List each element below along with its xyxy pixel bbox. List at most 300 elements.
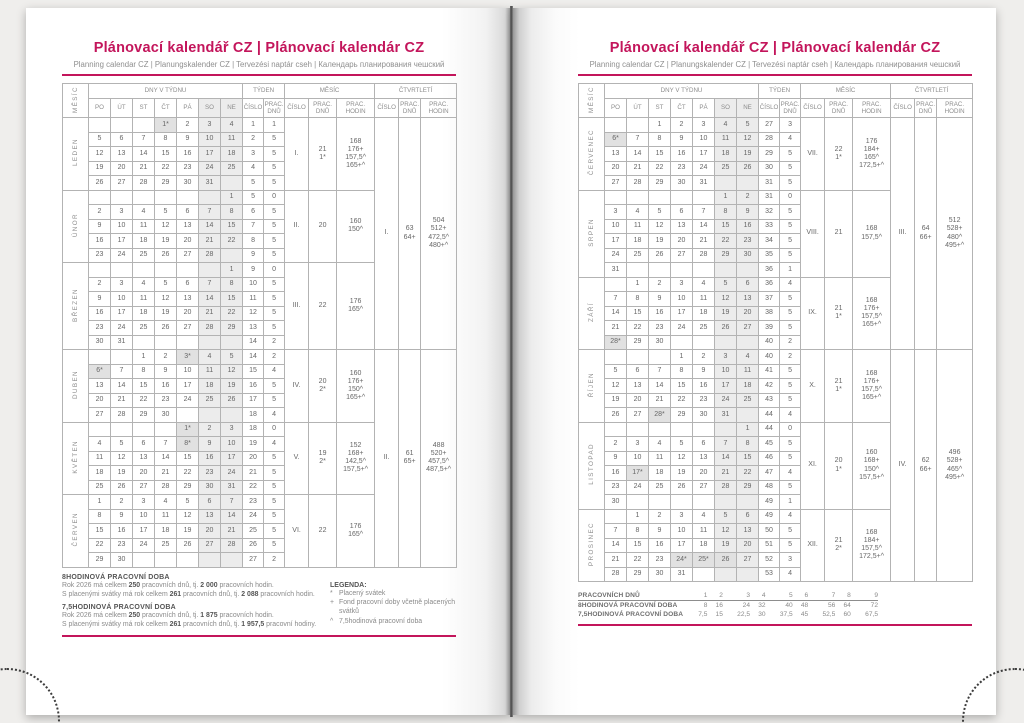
- day-cell: 10: [177, 364, 199, 379]
- day-cell: 11: [199, 364, 221, 379]
- day-cell: 10: [693, 132, 715, 147]
- day-cell: 21: [605, 553, 627, 568]
- day-cell: 24: [111, 321, 133, 336]
- day-cell: 20: [627, 393, 649, 408]
- day-cell: 15: [89, 524, 111, 539]
- legend-item: [330, 618, 456, 627]
- day-cell: [133, 422, 155, 437]
- day-cell: 26: [177, 538, 199, 553]
- week-number-cell: 35: [759, 248, 780, 263]
- week-number-cell: 29: [759, 147, 780, 162]
- header-month-column: MĚSÍC: [579, 84, 605, 118]
- day-cell: 3: [671, 277, 693, 292]
- day-cell: [155, 190, 177, 205]
- day-cell: [737, 176, 759, 191]
- hours-value-cell: 7: [808, 591, 835, 601]
- day-cell: 13: [605, 147, 627, 162]
- week-workdays-cell: 0: [780, 190, 801, 205]
- week-workdays-cell: 5: [264, 161, 285, 176]
- day-cell: 25: [693, 321, 715, 336]
- week-workdays-cell: 2: [780, 335, 801, 350]
- block-line: S placenými svátky má rok celkem 261 pracovních dnů, tj. 1 957,5 pracovní hodiny.: [62, 621, 317, 629]
- hours-summary-table: [578, 591, 878, 619]
- week-number-cell: 40: [759, 350, 780, 365]
- day-cell: 14: [605, 538, 627, 553]
- day-cell: [693, 335, 715, 350]
- hours-value-cell: 6: [793, 591, 809, 601]
- day-cell: 27: [627, 408, 649, 423]
- header-day-pá: PÁ: [693, 99, 715, 118]
- day-cell: 17: [111, 234, 133, 249]
- week-number-cell: 20: [243, 451, 264, 466]
- month-hours-cell: 168 176+ 157,5^ 165+^: [853, 350, 891, 423]
- day-cell: 12: [177, 509, 199, 524]
- week-workdays-cell: 5: [264, 379, 285, 394]
- day-cell: 18: [221, 147, 243, 162]
- day-cell: 2: [605, 437, 627, 452]
- header-group-week_group: TÝDEN: [243, 84, 285, 99]
- week-number-cell: 34: [759, 234, 780, 249]
- day-cell: [671, 190, 693, 205]
- day-cell: 27: [111, 176, 133, 191]
- day-cell: 23: [111, 538, 133, 553]
- day-cell: [715, 495, 737, 510]
- day-cell: 3: [693, 118, 715, 133]
- hours-value-cell: 5: [766, 591, 793, 601]
- day-cell: 30: [693, 408, 715, 423]
- day-cell: 25: [737, 393, 759, 408]
- day-cell: 25: [199, 393, 221, 408]
- day-cell: 19: [605, 393, 627, 408]
- day-cell: [693, 422, 715, 437]
- day-cell: 29: [737, 480, 759, 495]
- day-cell: 7: [221, 495, 243, 510]
- day-cell: 4: [133, 277, 155, 292]
- day-cell: 26: [111, 480, 133, 495]
- week-number-cell: 8: [243, 234, 264, 249]
- day-cell: 1: [89, 495, 111, 510]
- day-cell: 18: [693, 306, 715, 321]
- day-cell: 12: [649, 219, 671, 234]
- day-cell: 8: [715, 205, 737, 220]
- page-subtitle: Planning calendar CZ | Planungskalender CZ | Tervezési naptár cseh | Календарь планирования чешский: [73, 60, 445, 69]
- day-cell: 2: [155, 350, 177, 365]
- month-name-cell: ÚNOR: [63, 190, 89, 263]
- month-roman-cell: VII.: [801, 118, 825, 191]
- day-cell: 11: [133, 219, 155, 234]
- day-cell: 24: [671, 321, 693, 336]
- day-cell: 25*: [693, 553, 715, 568]
- week-workdays-cell: 5: [780, 161, 801, 176]
- week-workdays-cell: 5: [264, 538, 285, 553]
- week-workdays-cell: 1: [264, 118, 285, 133]
- week-workdays-cell: 5: [264, 292, 285, 307]
- calendar-table: [62, 83, 457, 568]
- day-cell: 11: [221, 132, 243, 147]
- day-cell: 27: [89, 408, 111, 423]
- day-cell: 12: [605, 379, 627, 394]
- day-cell: 5: [177, 495, 199, 510]
- day-cell: 27: [737, 553, 759, 568]
- week-workdays-cell: 5: [780, 437, 801, 452]
- day-cell: 4: [133, 205, 155, 220]
- day-cell: 23: [649, 553, 671, 568]
- day-cell: [111, 422, 133, 437]
- quarter-roman-cell: I.: [375, 118, 399, 350]
- hours-value-cell: 9: [851, 591, 878, 601]
- week-row: [63, 350, 457, 365]
- day-cell: 22: [671, 393, 693, 408]
- day-cell: 3: [111, 277, 133, 292]
- day-cell: [133, 263, 155, 278]
- header-month-column: MĚSÍC: [63, 84, 89, 118]
- week-number-cell: 6: [243, 205, 264, 220]
- legend-symbol: ^: [330, 618, 334, 626]
- day-cell: 12: [155, 219, 177, 234]
- day-cell: 30: [177, 176, 199, 191]
- day-cell: 20: [199, 524, 221, 539]
- hours-value-cell: 4: [750, 591, 766, 601]
- page-right: [512, 8, 996, 715]
- day-cell: 1: [649, 118, 671, 133]
- day-cell: 20: [177, 306, 199, 321]
- day-cell: 21: [715, 466, 737, 481]
- day-cell: 16: [89, 306, 111, 321]
- header-subcol: PRAC. DNŮ: [399, 99, 421, 118]
- day-cell: 21: [605, 321, 627, 336]
- day-cell: [693, 495, 715, 510]
- day-cell: 5: [605, 364, 627, 379]
- month-hours-cell: 168 184+ 157,5^ 172,5+^: [853, 509, 891, 582]
- day-cell: 23: [649, 321, 671, 336]
- week-number-cell: 53: [759, 567, 780, 582]
- day-cell: 23: [737, 234, 759, 249]
- day-cell: 24: [177, 393, 199, 408]
- week-workdays-cell: 5: [264, 219, 285, 234]
- page-subtitle: Planning calendar CZ | Planungskalender CZ | Tervezési naptár cseh | Календарь планирования чешский: [589, 60, 961, 69]
- day-cell: 25: [133, 248, 155, 263]
- week-workdays-cell: 5: [264, 234, 285, 249]
- day-cell: 17*: [627, 466, 649, 481]
- month-workdays-cell: 22: [309, 495, 337, 568]
- day-cell: 15: [737, 451, 759, 466]
- week-number-cell: 45: [759, 437, 780, 452]
- hours-value-cell: 56: [827, 602, 836, 609]
- page-title: Plánovací kalendář CZ | Plánovací kalendár CZ: [93, 40, 425, 56]
- day-cell: 27: [671, 248, 693, 263]
- day-cell: [627, 495, 649, 510]
- hours-value-cell: 40: [785, 602, 793, 609]
- day-cell: 21: [627, 161, 649, 176]
- week-workdays-cell: 5: [264, 306, 285, 321]
- day-cell: 28: [155, 480, 177, 495]
- day-cell: 18: [737, 379, 759, 394]
- day-cell: 26: [605, 408, 627, 423]
- day-cell: 23: [671, 161, 693, 176]
- day-cell: 7: [605, 524, 627, 539]
- day-cell: 30: [605, 495, 627, 510]
- day-cell: 30: [89, 335, 111, 350]
- week-workdays-cell: 5: [264, 480, 285, 495]
- day-cell: 2: [649, 277, 671, 292]
- hours-value-cell: 30: [758, 611, 766, 618]
- day-cell: 21: [199, 306, 221, 321]
- day-cell: [89, 263, 111, 278]
- day-cell: 14: [199, 292, 221, 307]
- day-cell: 5: [155, 277, 177, 292]
- day-cell: 13: [111, 147, 133, 162]
- day-cell: 24*: [671, 553, 693, 568]
- month-workdays-cell: 19 2*: [309, 422, 337, 495]
- hours-value-cell: 52,5: [822, 611, 836, 618]
- day-cell: 26: [737, 161, 759, 176]
- month-hours-cell: 160 176+ 150^ 165+^: [337, 350, 375, 423]
- day-cell: 18: [155, 524, 177, 539]
- day-cell: [133, 553, 155, 568]
- hours-value-cell: 48: [800, 602, 809, 609]
- day-cell: 29: [627, 567, 649, 582]
- day-cell: 9: [737, 205, 759, 220]
- week-workdays-cell: 5: [780, 538, 801, 553]
- day-cell: 11: [693, 292, 715, 307]
- day-cell: 24: [605, 248, 627, 263]
- day-cell: 14: [155, 451, 177, 466]
- day-cell: [155, 553, 177, 568]
- day-cell: 3: [715, 350, 737, 365]
- week-workdays-cell: 5: [264, 509, 285, 524]
- day-cell: 23: [177, 161, 199, 176]
- day-cell: 11: [715, 132, 737, 147]
- day-cell: 6*: [605, 132, 627, 147]
- day-cell: 15: [133, 379, 155, 394]
- week-number-cell: 2: [243, 132, 264, 147]
- day-cell: [627, 190, 649, 205]
- day-cell: 13: [177, 292, 199, 307]
- day-cell: 17: [671, 538, 693, 553]
- day-cell: 8: [671, 364, 693, 379]
- day-cell: 27: [133, 480, 155, 495]
- header-subcol: PRAC. DNŮ: [780, 99, 801, 118]
- footer-left: [62, 574, 456, 630]
- day-cell: 5: [221, 350, 243, 365]
- block-heading-8h: 8HODINOVÁ PRACOVNÍ DOBA: [62, 573, 170, 581]
- day-cell: 2: [671, 118, 693, 133]
- week-workdays-cell: 2: [780, 350, 801, 365]
- day-cell: 6: [177, 205, 199, 220]
- day-cell: [177, 408, 199, 423]
- day-cell: 4: [693, 277, 715, 292]
- day-cell: 22: [177, 466, 199, 481]
- day-cell: 12: [671, 451, 693, 466]
- legend-text: 7,5hodinová pracovní doba: [339, 618, 423, 626]
- week-number-cell: 9: [243, 248, 264, 263]
- day-cell: [693, 190, 715, 205]
- legend-text: Placený svátek: [339, 589, 386, 597]
- week-number-cell: 5: [243, 176, 264, 191]
- day-cell: [715, 567, 737, 582]
- day-cell: 26: [715, 321, 737, 336]
- day-cell: 12: [737, 132, 759, 147]
- day-cell: 4: [221, 118, 243, 133]
- day-cell: [155, 263, 177, 278]
- day-cell: 14: [133, 147, 155, 162]
- day-cell: 9: [693, 364, 715, 379]
- day-cell: 28*: [649, 408, 671, 423]
- day-cell: [649, 263, 671, 278]
- day-cell: 20: [605, 161, 627, 176]
- day-cell: 1: [715, 190, 737, 205]
- week-workdays-cell: 4: [780, 509, 801, 524]
- day-cell: 19: [155, 234, 177, 249]
- day-cell: 14: [649, 379, 671, 394]
- day-cell: 5: [649, 205, 671, 220]
- day-cell: 20: [671, 234, 693, 249]
- day-cell: 28: [133, 176, 155, 191]
- day-cell: 29: [671, 408, 693, 423]
- hours-value-cell: 3: [723, 591, 750, 601]
- day-cell: 3: [605, 205, 627, 220]
- day-cell: 22: [627, 321, 649, 336]
- day-cell: 31: [199, 176, 221, 191]
- day-cell: 30: [199, 480, 221, 495]
- day-cell: 1: [627, 277, 649, 292]
- day-cell: [133, 118, 155, 133]
- day-cell: 20: [133, 466, 155, 481]
- week-workdays-cell: 5: [780, 321, 801, 336]
- week-row: [579, 118, 973, 133]
- week-workdays-cell: 0: [780, 422, 801, 437]
- hours-value-cell: 24: [742, 602, 751, 609]
- week-number-cell: 9: [243, 263, 264, 278]
- day-cell: [221, 335, 243, 350]
- day-cell: 9: [199, 437, 221, 452]
- header-subcol: PRAC. DNŮ: [309, 99, 337, 118]
- day-cell: 5: [737, 118, 759, 133]
- day-cell: 20: [737, 306, 759, 321]
- week-number-cell: 36: [759, 263, 780, 278]
- legend-item: [330, 590, 456, 599]
- month-roman-cell: IX.: [801, 277, 825, 350]
- day-cell: 17: [177, 379, 199, 394]
- day-cell: [111, 118, 133, 133]
- hours-value-cell: 2: [707, 591, 723, 601]
- day-cell: 8*: [177, 437, 199, 452]
- week-number-cell: 19: [243, 437, 264, 452]
- quarter-workdays-cell: 64 66+: [915, 118, 937, 350]
- week-workdays-cell: 4: [264, 437, 285, 452]
- day-cell: 23: [89, 321, 111, 336]
- day-cell: 20: [737, 538, 759, 553]
- week-workdays-cell: 4: [780, 466, 801, 481]
- week-number-cell: 32: [759, 205, 780, 220]
- day-cell: 4: [199, 350, 221, 365]
- day-cell: 8: [133, 364, 155, 379]
- day-cell: 8: [649, 132, 671, 147]
- header-group-days_group: DNY V TÝDNU: [605, 84, 759, 99]
- day-cell: 26: [155, 321, 177, 336]
- day-cell: 27: [199, 538, 221, 553]
- day-cell: 8: [155, 132, 177, 147]
- day-cell: 23: [89, 248, 111, 263]
- footer-right-hours-table: [578, 591, 972, 619]
- day-cell: 10: [221, 437, 243, 452]
- day-cell: [155, 335, 177, 350]
- day-cell: 23: [199, 466, 221, 481]
- header-day-so: SO: [715, 99, 737, 118]
- day-cell: 5: [671, 437, 693, 452]
- day-cell: 19: [111, 466, 133, 481]
- header-group-quarter_group: ČTVRTLETÍ: [891, 84, 973, 99]
- day-cell: 1: [221, 263, 243, 278]
- day-cell: 15: [671, 379, 693, 394]
- week-workdays-cell: 5: [264, 466, 285, 481]
- week-workdays-cell: 5: [780, 524, 801, 539]
- day-cell: 13: [627, 379, 649, 394]
- day-cell: 14: [693, 219, 715, 234]
- day-cell: [605, 350, 627, 365]
- month-name-cell: PROSINEC: [579, 509, 605, 582]
- day-cell: 11: [133, 292, 155, 307]
- week-number-cell: 31: [759, 190, 780, 205]
- month-workdays-cell: 21: [825, 190, 853, 277]
- month-name-cell: LISTOPAD: [579, 422, 605, 509]
- hours-value-cell: 32: [758, 602, 766, 609]
- week-number-cell: 27: [243, 553, 264, 568]
- day-cell: 28: [221, 538, 243, 553]
- day-cell: 2: [649, 509, 671, 524]
- day-cell: 27: [177, 248, 199, 263]
- day-cell: [737, 408, 759, 423]
- day-cell: 11: [737, 364, 759, 379]
- month-name-cell: ŘÍJEN: [579, 350, 605, 423]
- day-cell: 26: [221, 393, 243, 408]
- week-workdays-cell: 5: [780, 248, 801, 263]
- day-cell: 31: [605, 263, 627, 278]
- month-workdays-cell: 22: [309, 263, 337, 350]
- day-cell: [221, 408, 243, 423]
- week-workdays-cell: 5: [780, 379, 801, 394]
- hours-value-cell: 15: [715, 611, 723, 618]
- day-cell: 16: [199, 451, 221, 466]
- day-cell: [649, 422, 671, 437]
- day-cell: 22: [155, 161, 177, 176]
- day-cell: 14: [605, 306, 627, 321]
- header-subcol: PRAC. HODIN: [337, 99, 375, 118]
- week-workdays-cell: 5: [264, 176, 285, 191]
- month-roman-cell: II.: [285, 190, 309, 263]
- day-cell: 31: [715, 408, 737, 423]
- day-cell: [737, 495, 759, 510]
- day-cell: 4: [89, 437, 111, 452]
- day-cell: 7: [605, 292, 627, 307]
- day-cell: 9: [89, 219, 111, 234]
- day-cell: [627, 118, 649, 133]
- day-cell: [89, 190, 111, 205]
- hours-value-cell: 22,5: [737, 611, 751, 618]
- month-hours-cell: 168 157,5^: [853, 190, 891, 277]
- month-hours-cell: 160 150^: [337, 190, 375, 263]
- page-gutter: [510, 6, 513, 717]
- day-cell: 28: [715, 480, 737, 495]
- day-cell: 22: [627, 553, 649, 568]
- day-cell: 19: [177, 524, 199, 539]
- day-cell: [715, 335, 737, 350]
- hours-value-cell: 16: [715, 602, 723, 609]
- day-cell: 4: [155, 495, 177, 510]
- accent-rule-top: [578, 74, 972, 76]
- day-cell: 10: [671, 524, 693, 539]
- day-cell: 19: [671, 466, 693, 481]
